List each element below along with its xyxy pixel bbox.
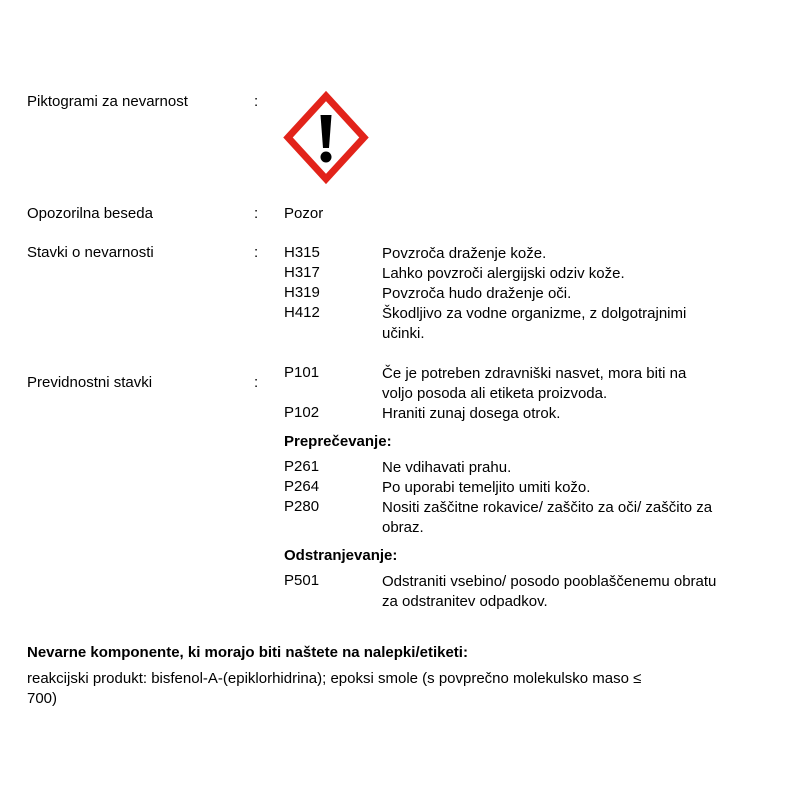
- hazard-code: H317: [284, 264, 320, 281]
- signal-word-label: Opozorilna beseda: [27, 205, 153, 222]
- signal-word-colon: :: [254, 205, 259, 222]
- precautionary-statements-label: Previdnostni stavki: [27, 374, 153, 391]
- disposal-heading: Odstranjevanje:: [284, 547, 398, 564]
- precaution-text-line2: obraz.: [382, 519, 424, 536]
- hazard-code: H319: [284, 284, 320, 301]
- precaution-code: P102: [284, 404, 320, 421]
- hazard-code: H315: [284, 244, 320, 261]
- hazard-text: Povzroča hudo draženje oči.: [382, 285, 572, 302]
- prevention-heading: Preprečevanje:: [284, 433, 392, 450]
- hazardous-components-line1: reakcijski produkt: bisfenol-A-(epiklorhidrina); epoksi smole (s povprečno molekulsko maso ≤: [27, 670, 642, 687]
- hazard-text: Lahko povzroči alergijski odziv kože.: [382, 265, 625, 282]
- hazard-text-line1: Škodljivo za vodne organizme, z dolgotrajnimi: [382, 305, 687, 322]
- hazard-text: Povzroča draženje kože.: [382, 245, 547, 262]
- pictograms-colon: :: [254, 93, 259, 110]
- precaution-text: Ne vdihavati prahu.: [382, 459, 512, 476]
- precaution-code: P261: [284, 458, 320, 475]
- precaution-code: P280: [284, 498, 320, 515]
- precaution-text-line2: voljo posoda ali etiketa proizvoda.: [382, 385, 608, 402]
- signal-word-value: Pozor: [284, 205, 324, 222]
- pictograms-label: Piktogrami za nevarnost: [27, 93, 188, 110]
- precaution-text-line1: Če je potreben zdravniški nasvet, mora biti na: [382, 365, 687, 382]
- hazard-statements-label: Stavki o nevarnosti: [27, 244, 154, 261]
- precaution-text: Hraniti zunaj dosega otrok.: [382, 405, 561, 422]
- precaution-text-line2: za odstranitev odpadkov.: [382, 593, 548, 610]
- precaution-code: P264: [284, 478, 320, 495]
- hazard-code: H412: [284, 304, 320, 321]
- precaution-text-line1: Odstraniti vsebino/ posodo pooblaščenemu obratu: [382, 573, 717, 590]
- precaution-code: P101: [284, 364, 320, 381]
- precaution-text-line1: Nositi zaščitne rokavice/ zaščito za oči/ zaščito za: [382, 499, 713, 516]
- precaution-text: Po uporabi temeljito umiti kožo.: [382, 479, 591, 496]
- precautionary-statements-colon: :: [254, 374, 259, 391]
- hazardous-components-line2: 700): [27, 690, 58, 707]
- exclamation-mark-ghs07-icon: [282, 90, 370, 185]
- hazard-statements-colon: :: [254, 244, 259, 261]
- precaution-code: P501: [284, 572, 320, 589]
- hazard-text-line2: učinki.: [382, 325, 425, 342]
- hazardous-components-heading: Nevarne komponente, ki morajo biti naštete na nalepki/etiketi:: [27, 644, 468, 661]
